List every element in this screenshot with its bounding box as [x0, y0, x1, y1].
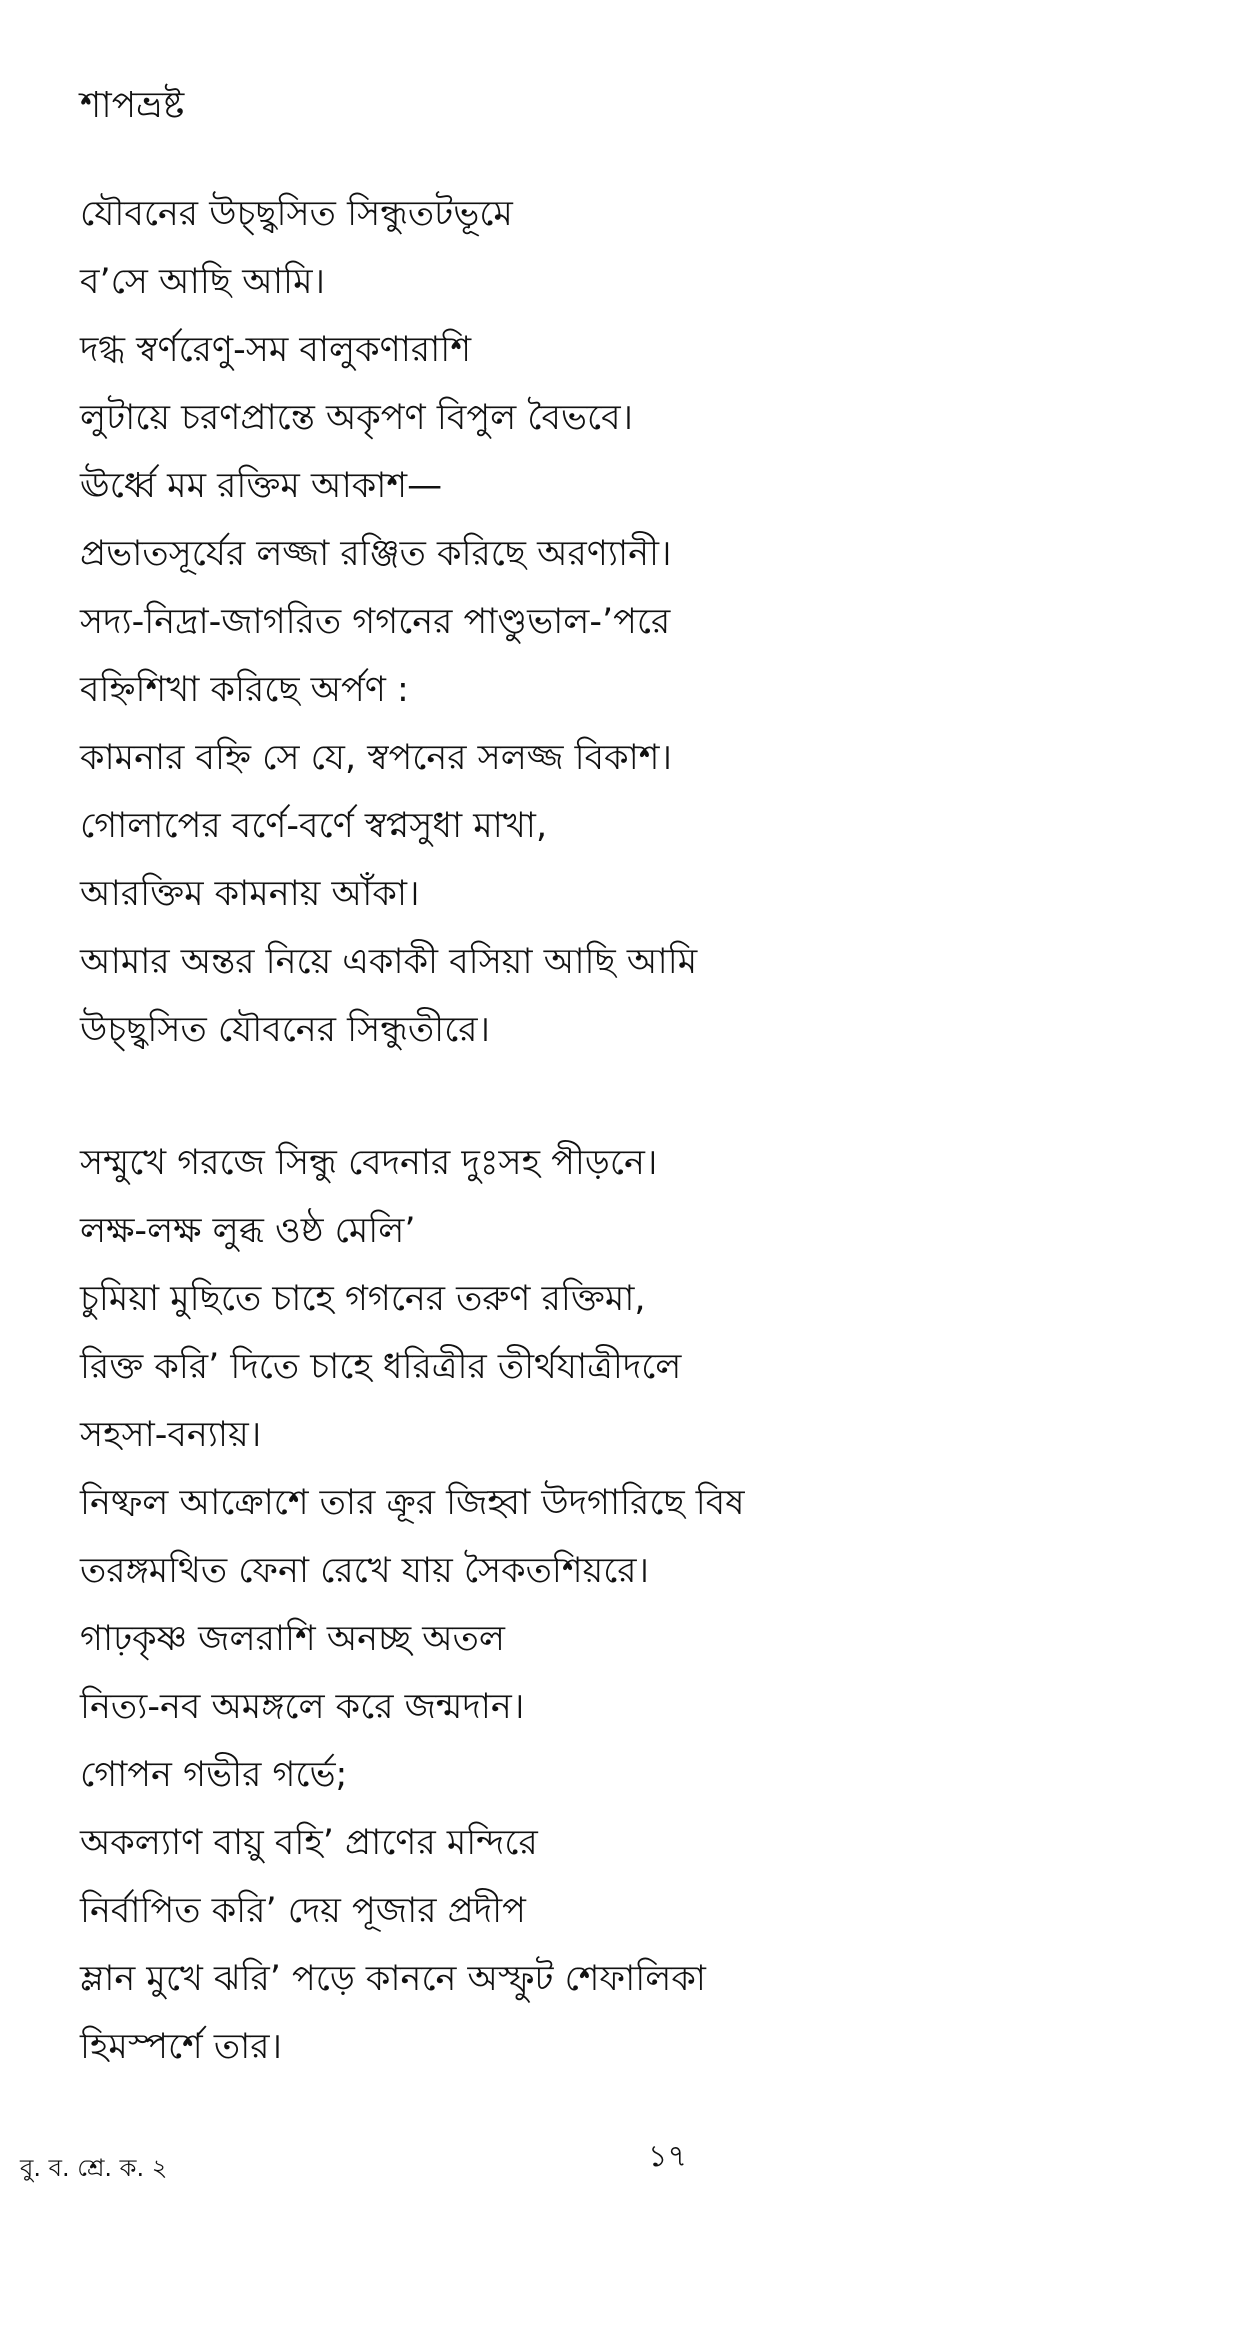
poem-line: চুমিয়া মুছিতে চাহে গগনের তরুণ রক্তিমা,	[80, 1279, 646, 1319]
poem-line: লক্ষ-লক্ষ লুব্ধ ওষ্ঠ মেলি’	[80, 1211, 416, 1251]
poem-line: দগ্ধ স্বর্ণরেণু-সম বালুকণারাশি	[80, 330, 472, 370]
poem-title: শাপভ্রষ্ট	[80, 85, 185, 126]
poem-line: বহ্নিশিখা করিছে অর্পণ :	[80, 670, 409, 710]
poem-line: সম্মুখে গরজে সিন্ধু বেদনার দুঃসহ পীড়নে।	[80, 1143, 658, 1183]
poem-line: নিত্য-নব অমঙ্গলে করে জন্মদান।	[80, 1687, 525, 1727]
poem-line: আমার অন্তর নিয়ে একাকী বসিয়া আছি আমি	[80, 942, 698, 982]
poem-line: উচ্ছ্বসিত যৌবনের সিন্ধুতীরে।	[80, 1010, 491, 1050]
poem-line: নিষ্ফল আক্রোশে তার ক্রূর জিহ্বা উদগারিছে বিষ	[80, 1483, 745, 1523]
poem-line: হিমস্পর্শে তার।	[80, 2027, 283, 2067]
page-number: ১৭	[648, 2139, 687, 2174]
poem-line: গোলাপের বর্ণে-বর্ণে স্বপ্নসুধা মাখা,	[80, 806, 548, 846]
poem-line: আরক্তিম কামনায় আঁকা।	[80, 874, 420, 914]
poem-line: প্রভাতসূর্যের লজ্জা রঞ্জিত করিছে অরণ্যানী।	[80, 534, 672, 574]
stanza-1	[80, 180, 697, 1064]
poem-line: কামনার বহ্নি সে যে, স্বপনের সলজ্জ বিকাশ।	[80, 738, 673, 778]
poem-line: সহসা-বন্যায়।	[80, 1415, 262, 1455]
stanza-2	[80, 1129, 745, 2081]
poem-line: যৌবনের উচ্ছ্বসিত সিন্ধুতটভূমে	[80, 194, 513, 234]
poem-line: গাঢ়কৃষ্ণ জলরাশি অনচ্ছ অতল	[80, 1619, 505, 1659]
poem-line: ঊর্ধ্বে মম রক্তিম আকাশ—	[80, 466, 443, 506]
poem-line: তরঙ্গমথিত ফেনা রেখে যায় সৈকতশিয়রে।	[80, 1551, 650, 1591]
poem-line: লুটায়ে চরণপ্রান্তে অকৃপণ বিপুল বৈভবে।	[80, 398, 634, 438]
poem-line: ব’সে আছি আমি।	[80, 262, 326, 302]
poem-line: নির্বাপিত করি’ দেয় পূজার প্রদীপ	[80, 1891, 526, 1931]
poem-line: রিক্ত করি’ দিতে চাহে ধরিত্রীর তীর্থযাত্রীদলে	[80, 1347, 682, 1387]
poem-line: ম্লান মুখে ঝরি’ পড়ে কাননে অস্ফুট শেফালিকা	[80, 1959, 706, 1999]
poem-line: গোপন গভীর গর্ভে;	[80, 1755, 348, 1795]
poem-line: অকল্যাণ বায়ু বহি’ প্রাণের মন্দিরে	[80, 1823, 538, 1863]
poem-line: সদ্য-নিদ্রা-জাগরিত গগনের পাণ্ডুভাল-’পরে	[80, 602, 671, 642]
signature-mark: বু. ব. শ্রে. ক. ২	[20, 2154, 168, 2182]
